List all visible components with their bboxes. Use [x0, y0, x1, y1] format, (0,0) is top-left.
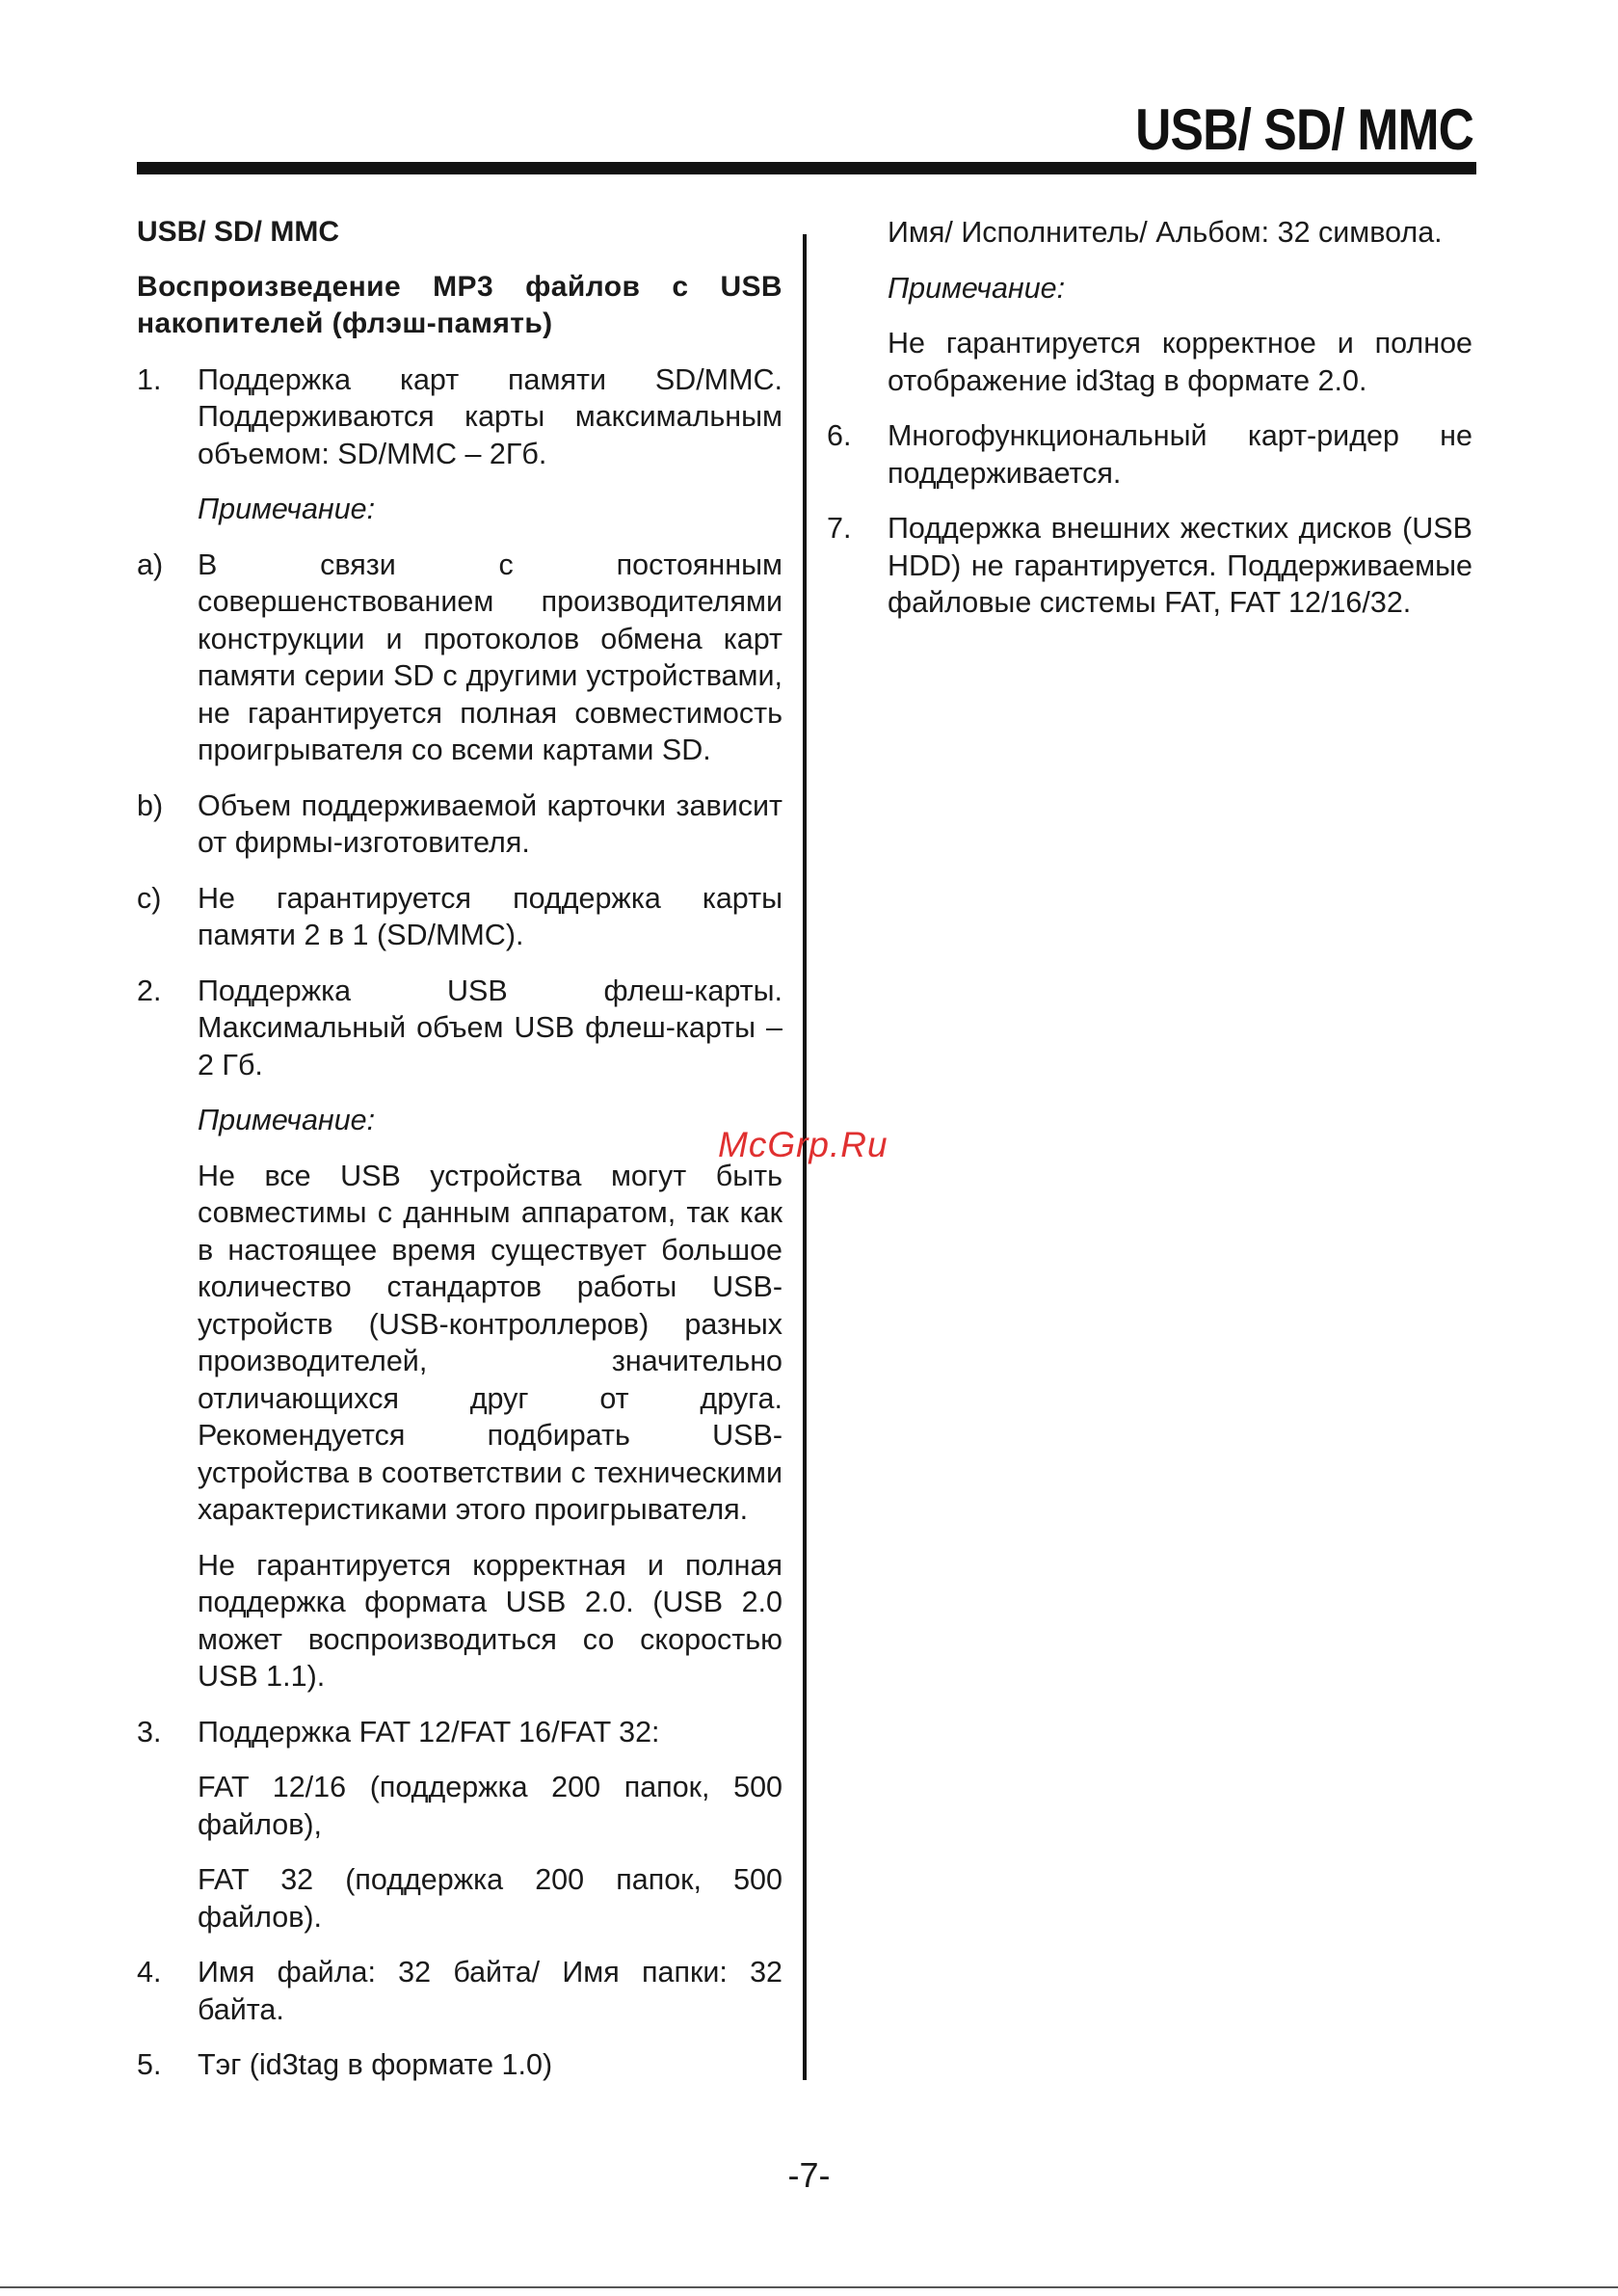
list-item-text: Объем поддерживаемой карточки зависит от фирмы-изготовителя.: [198, 788, 782, 859]
list-item-6: [827, 417, 1472, 492]
page-header-title: USB/ SD/ MMC: [1135, 97, 1473, 162]
list-marker: 5.: [137, 2048, 162, 2081]
list-marker: 3.: [137, 1715, 162, 1749]
list-item-text: Имя файла: 32 байта/ Имя папки: 32 байта.: [198, 1956, 782, 2026]
list-marker: a): [137, 547, 164, 581]
list-item-3: [137, 1714, 782, 1751]
note-paragraph: Не все USB устройства могут быть совместимы с данным аппаратом, так как в настоящее время существует большое количество стандартов работы USB-устройств (USB-контроллеров) разных производителей, значительно отличающихся друг от друга. Рекомендуется подбирать USB-устройства в соответствии с техническими характеристиками этого проигрывателя.: [198, 1159, 782, 1526]
note-paragraph: Не гарантируется корректная и полная поддержка формата USB 2.0. (USB 2.0 может воспроизводиться со скоростью USB 1.1).: [198, 1548, 782, 1693]
list-item-text: Не гарантируется поддержка карты памяти 2 в 1 (SD/MMC).: [198, 881, 782, 951]
section-title: USB/ SD/ MMC: [137, 216, 339, 248]
list-marker: 4.: [137, 1956, 162, 1989]
list-marker: b): [137, 788, 164, 822]
left-column: [137, 214, 782, 2102]
list-item-text: Многофункциональный карт-ридер не поддерживается.: [888, 419, 1472, 490]
list-marker: 7.: [827, 512, 852, 545]
list-marker: c): [137, 881, 162, 915]
right-column: [827, 214, 1472, 640]
list-item-5: [137, 2046, 782, 2084]
list-item-1: [137, 361, 782, 473]
fat1216-detail: FAT 12/16 (поддержка 200 папок, 500 файлов),: [198, 1771, 782, 1841]
list-item-text: Тэг (id3tag в формате 1.0): [198, 2048, 553, 2081]
list-marker: 2.: [137, 974, 162, 1007]
fat32-detail: FAT 32 (поддержка 200 папок, 500 файлов).: [198, 1863, 782, 1934]
list-item-text: Поддержка карт памяти SD/MMC. Поддерживаются карты максимальным объемом: SD/MMC – 2Гб.: [198, 362, 782, 470]
list-item-text: Поддержка USB флеш-карты. Максимальный объем USB флеш-карты – 2 Гб.: [198, 974, 782, 1081]
list-item-text: Поддержка FAT 12/FAT 16/FAT 32:: [198, 1715, 660, 1749]
bottom-rule: [0, 2286, 1618, 2288]
watermark: McGrp.Ru: [718, 1125, 889, 1164]
list-item-7: [827, 510, 1472, 622]
note-label: Примечание:: [198, 493, 376, 525]
note-label: Примечание:: [888, 271, 1066, 305]
page-number: -7-: [787, 2155, 831, 2195]
list-marker: 6.: [827, 419, 852, 452]
section-subtitle: Воспроизведение MP3 файлов с USB накопителей (флэш-память): [137, 270, 782, 339]
list-item-b: [137, 788, 782, 862]
note-label: Примечание:: [198, 1104, 376, 1136]
note-paragraph: Не гарантируется корректное и полное отображение id3tag в формате 2.0.: [888, 327, 1472, 397]
list-item-text: В связи с постоянным совершенствованием производителями конструкции и протоколов обмена карт памяти серии SD с другими устройствами, не гарантируется полная совместимость проигрывателя со всеми картами SD.: [198, 547, 782, 766]
header-rule: [137, 162, 1476, 174]
list-item-text: Поддержка внешних жестких дисков (USB HDD) не гарантируется. Поддерживаемые файловые системы FAT, FAT 12/16/32.: [888, 512, 1472, 619]
list-item-4: [137, 1954, 782, 2028]
item5-continuation: Имя/ Исполнитель/ Альбом: 32 символа.: [888, 216, 1443, 249]
list-item-c: [137, 880, 782, 954]
list-item-a: [137, 547, 782, 769]
list-marker: 1.: [137, 362, 162, 396]
list-item-2: [137, 973, 782, 1084]
